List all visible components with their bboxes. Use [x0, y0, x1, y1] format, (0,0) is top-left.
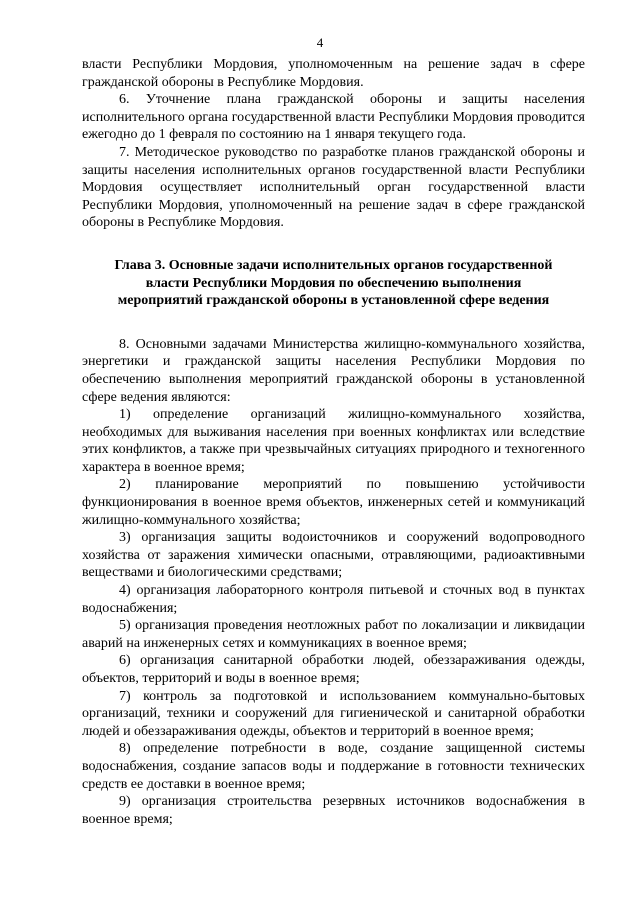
chapter-heading — [82, 257, 585, 310]
list-item: 2) планирование мероприятий по повышению устойчивости функционирования в военное время объектов, инженерных сетей и коммуникаций жилищно-коммунального хозяйства; — [82, 477, 585, 528]
list-item: 5) организация проведения неотложных работ по локализации и ликвидации аварий на инженерных сетях и коммуникациях в военное время; — [82, 618, 585, 651]
chapter-heading-line: мероприятий гражданской обороны в установленной сфере ведения — [117, 293, 550, 309]
paragraph-6: 6. Уточнение плана гражданской обороны и защиты населения исполнительного органа государственной власти Республики Мордовия проводится ежегодно до 1 февраля по состоянию на 1 января текущего года. — [82, 92, 585, 143]
list-item: 6) организация санитарной обработки людей, обеззараживания одежды, объектов, территорий и воды в военное время; — [82, 653, 585, 686]
page-number: 4 — [316, 35, 324, 50]
paragraph-8: 8. Основными задачами Министерства жилищно-коммунального хозяйства, энергетики и гражданской защиты населения Республики Мордовия по обеспечению выполнения мероприятий гражданской обороны в установленной сфере ведения являются: — [82, 336, 585, 405]
list-item: 8) определение потребности в воде, создание защищенной системы водоснабжения, создание запасов воды и поддержание в готовности технических средств ее доставки в военное время; — [82, 741, 585, 792]
chapter-heading-line: Глава 3. Основные задачи исполнительных органов государственной — [114, 257, 553, 273]
paragraph-continuation: власти Республики Мордовия, уполномоченным на решение задач в сфере гражданской обороны в Республике Мордовия. — [82, 57, 585, 90]
list-item: 4) организация лабораторного контроля питьевой и сточных вод в пунктах водоснабжения; — [82, 583, 585, 616]
paragraph-7: 7. Методическое руководство по разработке планов гражданской обороны и защиты населения исполнительных органов государственной власти Республики Мордовия осуществляет исполнительный орган государственной власти Республики Мордовия, уполномоченный на решение задач в сфере гражданской обороны в Республике Мордовия. — [82, 144, 585, 231]
list-item: 1) определение организаций жилищно-коммунального хозяйства, необходимых для выживания населения при военных конфликтах или вследствие этих конфликтов, а также при чрезвычайных ситуациях природного и техногенного характера в военное время; — [82, 407, 585, 475]
list-item: 9) организация строительства резервных источников водоснабжения в военное время; — [82, 794, 585, 827]
list-item: 7) контроль за подготовкой и использованием коммунально-бытовых организаций, техники и сооружений для гигиенической и санитарной обработки людей и обеззараживания одежды, объектов и территорий в военное время; — [82, 688, 585, 739]
chapter-heading-line: власти Республики Мордовия по обеспечению выполнения — [145, 275, 522, 291]
list-item: 3) организация защиты водоисточников и сооружений водопроводного хозяйства от заражения химически опасными, отравляющими, радиоактивными веществами и биологическими средствами; — [82, 530, 585, 581]
document-body — [82, 56, 585, 828]
